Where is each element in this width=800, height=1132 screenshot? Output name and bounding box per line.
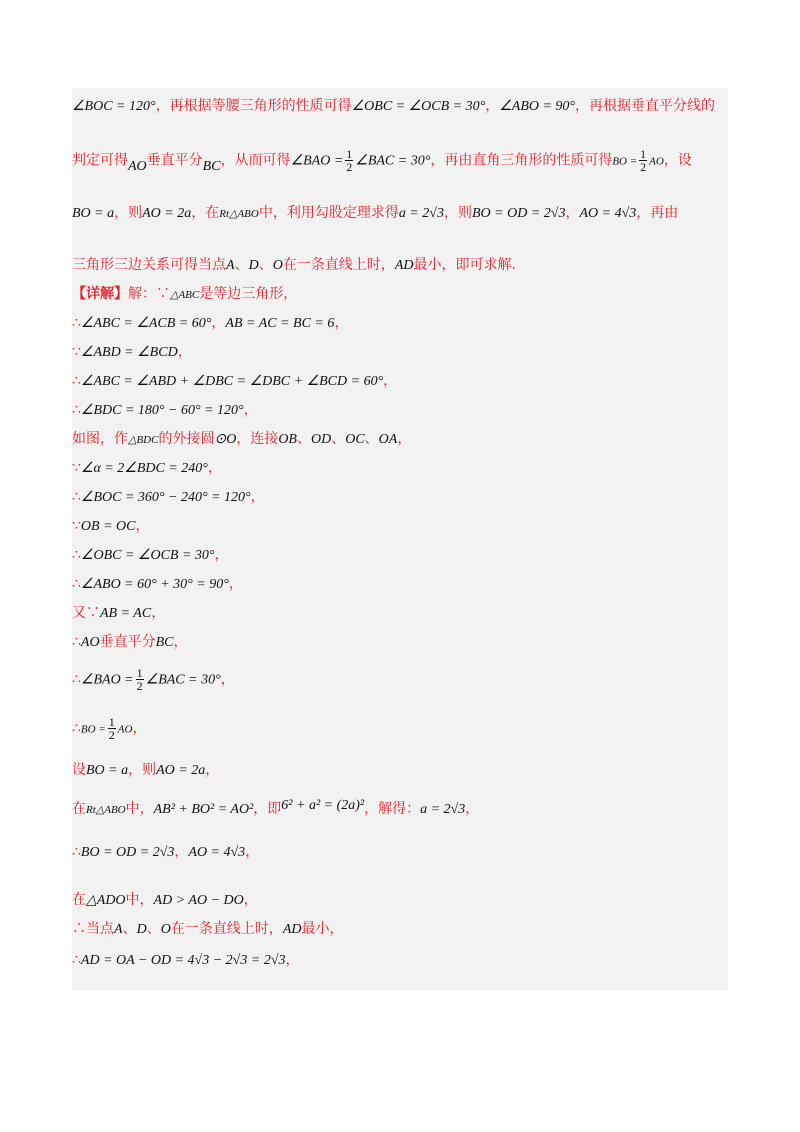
fraction-denominator: 2 <box>346 160 353 174</box>
therefore-symbol: ∴ <box>72 373 81 389</box>
math-expression: AD = OA − OD = 4√3 − 2√3 = 2√3 <box>80 953 286 968</box>
text-segment: 判定可得 <box>72 152 128 169</box>
text-segment: 的外接圆 <box>158 431 215 447</box>
math-expression: ∠BOC = 120° <box>72 99 156 114</box>
fraction-denominator: 2 <box>136 679 143 693</box>
text-segment: ， <box>243 402 258 418</box>
math-expression: BC <box>202 158 221 174</box>
detail-line-18 <box>72 842 728 863</box>
math-expression: AO <box>117 723 133 736</box>
text-segment: ，再根据垂直平分线的 <box>575 98 716 114</box>
text-segment: 是等边三角形， <box>199 286 298 302</box>
text-segment: ， <box>383 373 398 389</box>
therefore-symbol: ∴ <box>72 576 81 592</box>
fraction-numerator: 1 <box>346 147 353 161</box>
detail-line-7 <box>72 458 728 479</box>
math-expression: AO = 4√3 <box>188 845 246 860</box>
text-segment: ，则 <box>443 205 472 221</box>
math-expression: AO = 4√3 <box>579 206 637 221</box>
text-segment: 、 <box>296 431 311 447</box>
text-segment: ，则 <box>128 762 157 778</box>
analysis-line-2 <box>72 148 728 173</box>
text-segment: 又∵ <box>72 605 100 621</box>
math-expression: AD <box>394 258 414 273</box>
therefore-symbol: ∴ <box>72 315 81 331</box>
text-segment: ，从而可得 <box>220 152 291 169</box>
text-segment: 中，利用勾股定理求得 <box>258 205 399 221</box>
math-expression: ∠BAC = 30° <box>145 672 221 688</box>
math-expression: Rt△ABO <box>219 208 259 220</box>
detail-line-15 <box>72 716 728 741</box>
therefore-symbol: ∴ <box>72 844 81 860</box>
detail-line-16 <box>72 760 728 781</box>
text-segment: 、 <box>364 431 379 447</box>
text-segment: ， <box>177 344 192 360</box>
text-segment: ，即 <box>253 801 282 817</box>
therefore-symbol: ∴ <box>72 952 81 968</box>
math-expression: △BDC <box>128 434 159 446</box>
text-segment: 最小，即可求解. <box>413 257 516 273</box>
detail-line-3 <box>72 342 728 363</box>
text-segment: ， <box>285 952 300 968</box>
text-segment: ，解得： <box>364 801 421 817</box>
math-expression: ⊙O <box>214 432 237 447</box>
detail-line-14 <box>72 667 728 692</box>
math-expression: AO <box>649 155 664 168</box>
text-segment: 、 <box>234 257 249 273</box>
text-segment: 在一条直线上时， <box>170 921 283 937</box>
detail-line-5 <box>72 400 728 421</box>
text-segment: ， <box>207 460 222 476</box>
text-segment: 、 <box>122 921 137 937</box>
text-segment: 中， <box>125 892 154 908</box>
detail-line-19 <box>72 890 728 911</box>
math-expression: a = 2√3 <box>398 206 444 221</box>
math-expression: ∠BAC = 30° <box>355 153 431 169</box>
math-expression: ∠BOC = 360° − 240° = 120° <box>80 490 251 505</box>
math-expression: BO = OD = 2√3 <box>471 206 566 221</box>
text-segment: ，连接 <box>236 431 279 447</box>
fraction <box>136 667 144 692</box>
text-segment: ， <box>334 315 349 331</box>
text-segment: ， <box>243 892 258 908</box>
fraction-numerator: 1 <box>108 715 115 729</box>
text-segment: ， <box>565 205 580 221</box>
text-segment: ， <box>485 98 500 114</box>
math-expression: D <box>248 258 259 273</box>
fraction <box>639 148 647 173</box>
math-expression: AB = AC <box>100 606 152 621</box>
text-segment: ， <box>250 489 265 505</box>
text-segment: ，则 <box>114 205 143 221</box>
because-symbol: ∵ <box>72 460 81 476</box>
math-expression: AO = 2a <box>142 206 192 221</box>
math-expression: AO = 2a <box>156 763 206 778</box>
fraction-denominator: 2 <box>108 728 115 742</box>
text-segment: 如图，作 <box>72 431 128 447</box>
math-expression: AO <box>80 635 100 650</box>
text-segment: ， <box>228 576 243 592</box>
math-expression: BC <box>155 635 174 650</box>
math-expression: ∠ABO = 90° <box>499 99 576 114</box>
text-segment: ∴当点 <box>72 921 114 937</box>
detail-line-8 <box>72 487 728 508</box>
text-segment: ， <box>397 431 412 447</box>
detail-line-12 <box>72 603 728 624</box>
math-expression: OA <box>378 432 398 447</box>
text-segment: 垂直平分 <box>146 152 203 169</box>
text-segment: ， <box>465 801 480 817</box>
analysis-line-4 <box>72 255 728 276</box>
math-expression: BO = a <box>86 763 129 778</box>
math-expression: OB <box>278 432 297 447</box>
text-segment: 垂直平分 <box>99 634 156 650</box>
therefore-symbol: ∴ <box>72 671 81 688</box>
fraction-denominator: 2 <box>640 160 647 174</box>
text-segment: 中， <box>125 801 154 817</box>
math-expression: AB² + BO² = AO² <box>153 802 254 817</box>
text-segment: 三角形三边关系可得当点 <box>72 257 226 273</box>
math-expression: ∠ABC = ∠ACB = 60° <box>80 316 212 331</box>
analysis-line-1 <box>72 96 728 117</box>
math-expression: A <box>226 258 235 273</box>
math-expression: AO <box>128 158 147 174</box>
therefore-symbol: ∴ <box>72 547 81 563</box>
text-segment: 设 <box>72 762 86 778</box>
text-segment: ，再根据等腰三角形的性质可得 <box>155 98 352 114</box>
fraction-numerator: 1 <box>640 147 647 161</box>
detail-line-1 <box>72 284 728 305</box>
text-segment: 、 <box>146 921 161 937</box>
math-expression: 6² + a² = (2a)² <box>281 798 365 813</box>
text-segment: ， <box>132 720 147 737</box>
detail-line-9 <box>72 516 728 537</box>
math-expression: ∠BDC = 180° − 60° = 120° <box>80 403 244 418</box>
text-segment: 解：∵ <box>128 286 170 302</box>
math-expression: OD <box>310 432 332 447</box>
because-symbol: ∵ <box>72 344 81 360</box>
text-segment: ， <box>211 315 226 331</box>
math-expression: △ABC <box>170 289 200 301</box>
text-segment: 、 <box>258 257 273 273</box>
math-expression: a = 2√3 <box>420 802 466 817</box>
math-expression: ∠BAO = <box>80 672 134 688</box>
math-expression: BO = <box>80 723 106 736</box>
detail-line-6 <box>72 429 728 450</box>
math-expression: ∠ABD = ∠BCD <box>80 345 178 360</box>
fraction <box>108 716 116 741</box>
math-expression: OC <box>345 432 365 447</box>
text-segment: ， <box>135 518 150 534</box>
text-segment: ， <box>173 634 188 650</box>
detail-line-20 <box>72 919 728 940</box>
text-segment: 在 <box>72 892 86 908</box>
detail-line-4 <box>72 371 728 392</box>
math-expression: ∠α = 2∠BDC = 240° <box>80 461 208 476</box>
math-expression: D <box>136 922 147 937</box>
detail-line-17 <box>72 799 728 820</box>
text-segment: 最小， <box>301 921 344 937</box>
math-expression: OB = OC <box>80 519 136 534</box>
math-expression: ∠OBC = ∠OCB = 30° <box>351 99 486 114</box>
math-expression: O <box>160 922 171 937</box>
math-expression: AD > AO − DO <box>153 893 244 908</box>
math-expression: A <box>114 922 123 937</box>
text-segment: 在一条直线上时， <box>282 257 395 273</box>
math-expression: Rt△ABO <box>86 804 126 816</box>
math-expression: BO = OD = 2√3 <box>80 845 175 860</box>
detail-line-2 <box>72 313 728 334</box>
therefore-symbol: ∴ <box>72 634 81 650</box>
text-segment: ，再由直角三角形的性质可得 <box>430 152 613 169</box>
detail-line-21 <box>72 950 728 971</box>
fraction <box>345 148 353 173</box>
text-segment: ， <box>151 605 166 621</box>
detail-line-13 <box>72 632 728 653</box>
fraction-numerator: 1 <box>136 666 143 680</box>
therefore-symbol: ∴ <box>72 402 81 418</box>
text-segment: ， <box>214 547 229 563</box>
text-segment: ， <box>220 671 235 688</box>
math-expression: BO = a <box>72 206 115 221</box>
math-expression: ∠BAO = <box>290 153 344 169</box>
math-expression: ∠ABC = ∠ABD + ∠DBC = ∠DBC + ∠BCD = 60° <box>80 374 384 389</box>
math-expression: O <box>272 258 283 273</box>
math-expression: AD <box>282 922 302 937</box>
because-symbol: ∵ <box>72 518 81 534</box>
text-segment: ， <box>174 844 189 860</box>
text-segment: 在 <box>72 801 86 817</box>
math-expression: △ADO <box>86 893 126 908</box>
therefore-symbol: ∴ <box>72 720 81 737</box>
math-expression: AB = AC = BC = 6 <box>225 316 335 331</box>
math-expression: ∠OBC = ∠OCB = 30° <box>80 548 215 563</box>
math-expression: ∠ABO = 60° + 30° = 90° <box>80 577 229 592</box>
text-segment: ， <box>205 762 220 778</box>
analysis-line-3 <box>72 203 728 224</box>
therefore-symbol: ∴ <box>72 489 81 505</box>
math-expression: BO = <box>612 155 638 168</box>
text-segment: 、 <box>331 431 346 447</box>
detail-heading: 【详解】 <box>72 286 128 302</box>
text-segment: ，再由 <box>636 205 679 221</box>
detail-line-11 <box>72 574 728 595</box>
detail-line-10 <box>72 545 728 566</box>
text-segment: ，设 <box>663 152 692 169</box>
text-segment: ， <box>245 844 260 860</box>
text-segment: ，在 <box>191 205 220 221</box>
